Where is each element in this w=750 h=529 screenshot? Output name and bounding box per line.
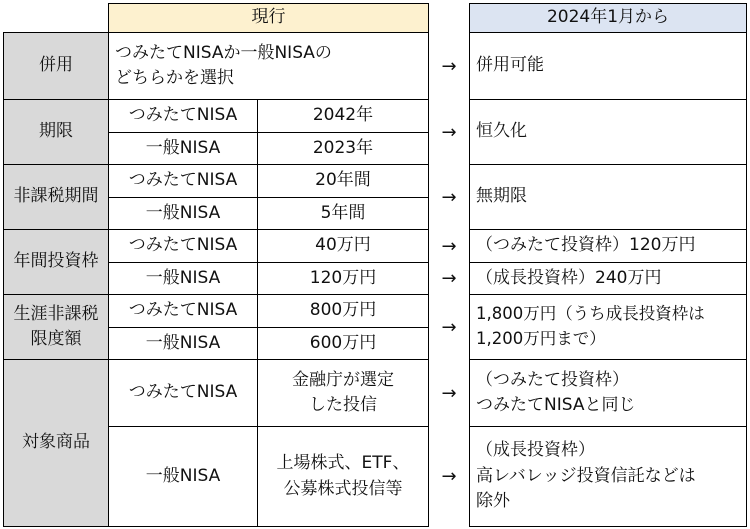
row-label-shougai: [3, 294, 109, 360]
shougai-sub-tsumitate: つみたてNISA: [108, 294, 258, 328]
taishou-ippan-line2: 公募株式投信等: [283, 478, 403, 499]
nenkan-sub-ippan: 一般NISA: [108, 262, 258, 295]
taishou-ippan-line1: 上場株式、ETF、: [276, 453, 410, 473]
arrow-shougai: →: [441, 316, 457, 338]
row-label-heiyou: 併用: [3, 32, 109, 100]
arrow-heiyou: →: [441, 55, 457, 77]
hikazei-ippan: 5年間: [257, 197, 429, 230]
hikazei-sub-ippan: 一般NISA: [108, 197, 258, 230]
row-label-kigen: 期限: [3, 99, 109, 165]
taishou-new-ippan-line1: （成長投資枠）: [476, 440, 595, 461]
arrow-nenkan-tsumitate: →: [441, 235, 457, 257]
kigen-sub-tsumitate: つみたてNISA: [108, 99, 258, 133]
arrow-taishou-ippan: →: [441, 466, 457, 487]
arrow-nenkan-ippan: →: [441, 268, 457, 289]
arrow-hikazei: →: [441, 186, 457, 208]
row-label-nenkan: 年間投資枠: [3, 229, 109, 295]
row-label-hikazei: 非課税期間: [3, 164, 109, 230]
kigen-ippan: 2023年: [257, 132, 429, 165]
taishou-tsumitate-line1: 金融庁が選定: [292, 369, 394, 390]
heiyou-new: 併用可能: [469, 32, 747, 100]
shougai-ippan: 600万円: [257, 327, 429, 360]
nenkan-new-tsumitate: （つみたて投資枠）120万円: [469, 229, 747, 263]
nenkan-ippan: 120万円: [257, 262, 429, 295]
arrow-taishou-tsumitate: →: [441, 382, 457, 404]
kigen-new: 恒久化: [469, 99, 747, 165]
hikazei-sub-tsumitate: つみたてNISA: [108, 164, 258, 198]
header-current: 現行: [108, 3, 429, 33]
arrow-kigen: →: [441, 121, 457, 143]
kigen-tsumitate: 2042年: [257, 99, 429, 133]
nenkan-tsumitate: 40万円: [257, 229, 429, 263]
taishou-new-tsumitate: [469, 359, 747, 427]
nenkan-sub-tsumitate: つみたてNISA: [108, 229, 258, 263]
shougai-label-line1: 生涯非課税: [13, 303, 99, 324]
shougai-sub-ippan: 一般NISA: [108, 327, 258, 360]
shougai-label-line2: 限度額: [30, 329, 82, 349]
shougai-new-line1: 1,800万円（うち成長投資枠は: [476, 304, 705, 324]
nenkan-new-ippan: （成長投資枠）240万円: [469, 262, 747, 295]
taishou-tsumitate: [257, 359, 429, 427]
header-new: 2024年1月から: [469, 3, 747, 33]
taishou-sub-tsumitate: つみたてNISA: [108, 359, 258, 427]
taishou-new-ippan-line3: 除外: [476, 491, 510, 512]
hikazei-tsumitate: 20年間: [257, 164, 429, 198]
row-label-taishou: 対象商品: [3, 359, 109, 527]
taishou-tsumitate-line2: した投信: [309, 395, 377, 415]
taishou-ippan: [257, 426, 429, 527]
shougai-new-line2: 1,200万円まで）: [476, 329, 606, 348]
taishou-sub-ippan: 一般NISA: [108, 426, 258, 527]
taishou-new-ippan-line2: 高レバレッジ投資信託などは: [476, 465, 696, 486]
heiyou-current-line2: どちらかを選択: [115, 68, 234, 88]
taishou-new-ippan: [469, 426, 747, 527]
hikazei-new: 無期限: [469, 164, 747, 230]
taishou-new-tsumitate-line2: つみたてNISAと同じ: [476, 395, 636, 415]
shougai-new: [469, 294, 747, 360]
kigen-sub-ippan: 一般NISA: [108, 132, 258, 165]
shougai-tsumitate: 800万円: [257, 294, 429, 328]
taishou-new-tsumitate-line1: （つみたて投資枠）: [476, 369, 629, 390]
heiyou-current: [108, 32, 429, 100]
heiyou-current-line1: つみたてNISAか一般NISAの: [115, 42, 332, 63]
